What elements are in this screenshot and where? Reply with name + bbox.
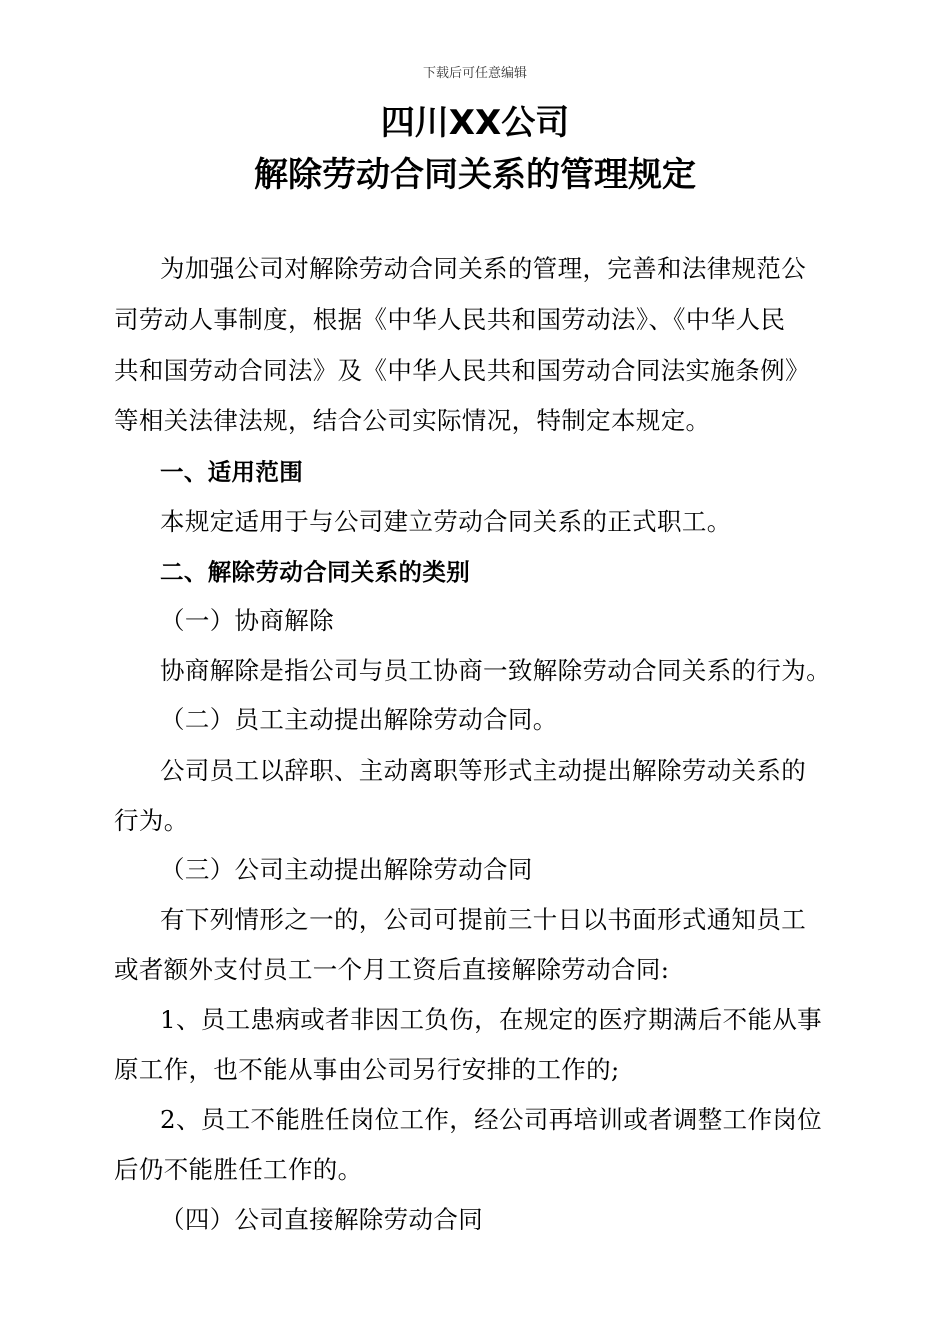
subsection-3-text-line-2: 或者额外支付员工一个月工资后直接解除劳动合同: bbox=[114, 955, 670, 984]
intro-line-1: 为加强公司对解除劳动合同关系的管理，完善和法律规范公 bbox=[160, 254, 807, 283]
subsection-3-heading: （三）公司主动提出解除劳动合同 bbox=[160, 855, 533, 884]
document-title-line-2: 解除劳动合同关系的管理规定 bbox=[254, 155, 696, 195]
subsection-1-text: 协商解除是指公司与员工协商一致解除劳动合同关系的行为。 bbox=[160, 656, 831, 685]
subsection-1-heading: （一）协商解除 bbox=[160, 606, 334, 635]
item-2-line-2: 后仍不能胜任工作的。 bbox=[114, 1155, 363, 1184]
section-1-heading: 一、适用范围 bbox=[160, 458, 304, 486]
section-2-heading: 二、解除劳动合同关系的类别 bbox=[160, 558, 471, 586]
subsection-2-text-line-2: 行为。 bbox=[114, 806, 189, 835]
subsection-4-heading: （四）公司直接解除劳动合同 bbox=[160, 1205, 484, 1234]
item-1-line-2: 原工作，也不能从事由公司另行安排的工作的; bbox=[114, 1055, 620, 1084]
subsection-2-text-line-1: 公司员工以辞职、主动离职等形式主动提出解除劳动关系的 bbox=[160, 756, 807, 785]
section-1-text: 本规定适用于与公司建立劳动合同关系的正式职工。 bbox=[160, 507, 732, 536]
item-2-line-1: 2、员工不能胜任岗位工作，经公司再培训或者调整工作岗位 bbox=[160, 1105, 823, 1134]
document-title-line-1: 四川XX公司 bbox=[380, 103, 570, 143]
intro-line-2: 司劳动人事制度，根据《中华人民共和国劳动法》、《中华人民 bbox=[114, 305, 786, 334]
subsection-2-heading: （二）员工主动提出解除劳动合同。 bbox=[160, 705, 558, 734]
intro-line-4: 等相关法律法规，结合公司实际情况，特制定本规定。 bbox=[114, 406, 711, 435]
header-note: 下载后可任意编辑 bbox=[422, 66, 527, 81]
intro-line-3: 共和国劳动合同法》及《中华人民共和国劳动合同法实施条例》 bbox=[114, 356, 810, 385]
subsection-3-text-line-1: 有下列情形之一的，公司可提前三十日以书面形式通知员工 bbox=[160, 905, 807, 934]
item-1-line-1: 1、员工患病或者非因工负伤，在规定的医疗期满后不能从事 bbox=[160, 1005, 823, 1034]
